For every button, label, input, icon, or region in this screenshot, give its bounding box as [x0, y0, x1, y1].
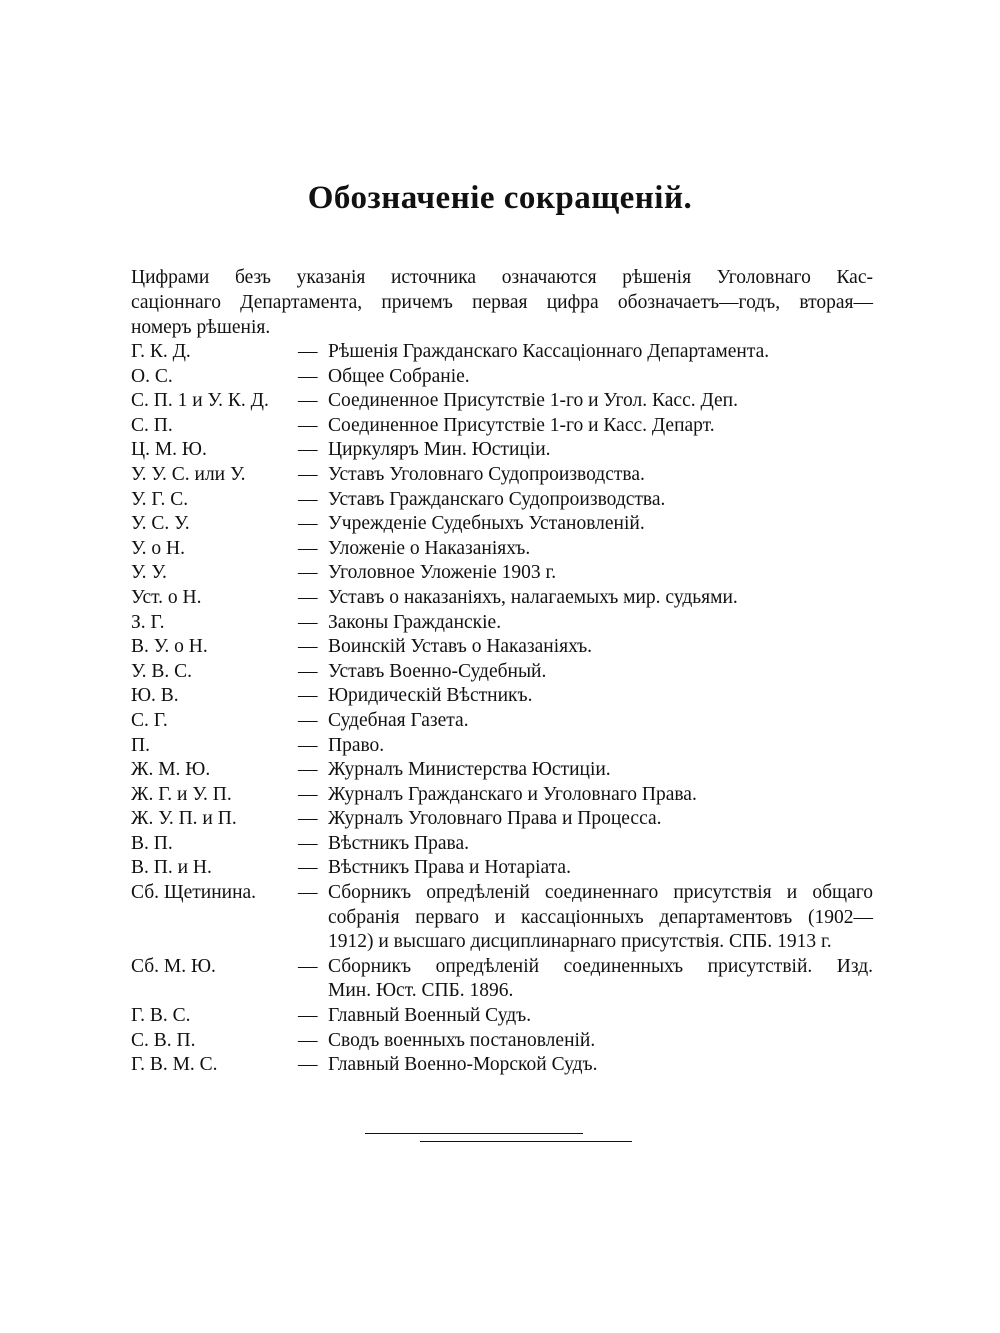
- abbreviation-term: Ж. У. П. и П.: [131, 808, 237, 830]
- abbreviation-term: У. Г. С.: [131, 488, 189, 510]
- abbreviation-dash: —: [298, 857, 318, 879]
- abbreviation-meaning: [328, 586, 873, 611]
- abbreviation-meaning: [328, 807, 873, 832]
- meaning-line: Соединенное Присутствіе 1-го и Угол. Касс. Деп.: [328, 390, 738, 412]
- abbreviation-row: [131, 586, 873, 611]
- abbreviation-term: У. о Н.: [131, 537, 185, 559]
- meaning-line: Главный Военный Судъ.: [328, 1005, 532, 1027]
- abbreviation-meaning: [328, 660, 873, 685]
- abbreviation-term: В. П. и Н.: [131, 857, 212, 879]
- abbreviation-dash: —: [298, 1029, 318, 1051]
- abbreviation-row: [131, 414, 873, 439]
- abbreviation-term: Ц. М. Ю.: [131, 439, 207, 461]
- abbreviation-row: [131, 537, 873, 562]
- abbreviation-term: Г. В. М. С.: [131, 1054, 218, 1076]
- abbreviation-dash: —: [298, 513, 318, 535]
- meaning-line: Циркуляръ Мин. Юстиціи.: [328, 439, 551, 461]
- abbreviation-dash: —: [298, 390, 318, 412]
- abbreviation-row: [131, 758, 873, 783]
- meaning-line: 1912) и высшаго дисциплинарнаго присутствія. СПБ. 1913 г.: [328, 931, 832, 953]
- abbreviation-dash: —: [298, 685, 318, 707]
- abbreviation-meaning: [328, 734, 873, 759]
- abbreviation-dash: —: [298, 439, 318, 461]
- abbreviation-row: [131, 389, 873, 414]
- abbreviation-term: З. Г.: [131, 611, 165, 633]
- abbreviation-meaning: [328, 955, 873, 1004]
- abbreviation-term: С. П. 1 и У. К. Д.: [131, 390, 269, 412]
- abbreviation-meaning: [328, 684, 873, 709]
- abbreviation-dash: —: [298, 463, 318, 485]
- abbreviation-dash: —: [298, 759, 318, 781]
- abbreviation-term: С. П.: [131, 414, 173, 436]
- abbreviation-meaning: [328, 1029, 873, 1054]
- meaning-line: Уставъ Уголовнаго Судопроизводства.: [328, 463, 645, 485]
- meaning-line: Сборникъ опредѣленій соединенныхъ присутствій. Изд.: [328, 955, 873, 977]
- abbreviation-row: [131, 783, 873, 808]
- abbreviation-meaning: [328, 512, 873, 537]
- abbreviation-dash: —: [298, 734, 318, 756]
- abbreviation-term: Ж. М. Ю.: [131, 759, 211, 781]
- abbreviation-dash: —: [298, 611, 318, 633]
- abbreviation-term: Г. В. С.: [131, 1005, 191, 1027]
- meaning-line: Мин. Юст. СПБ. 1896.: [328, 980, 514, 1002]
- abbreviation-term: У. С. У.: [131, 513, 190, 535]
- abbreviation-dash: —: [298, 660, 318, 682]
- abbreviation-dash: —: [298, 709, 318, 731]
- abbreviation-dash: —: [298, 832, 318, 854]
- meaning-line: Журналъ Министерства Юстиціи.: [328, 759, 611, 781]
- meaning-line: Вѣстникъ Права и Нотаріата.: [328, 857, 571, 879]
- abbreviation-row: [131, 709, 873, 734]
- abbreviation-meaning: [328, 783, 873, 808]
- closing-rule-upper: [365, 1133, 583, 1134]
- abbreviation-term: Сб. М. Ю.: [131, 955, 216, 977]
- abbreviation-row: [131, 660, 873, 685]
- meaning-line: Сводъ военныхъ постановленій.: [328, 1029, 596, 1051]
- abbreviation-row: [131, 365, 873, 390]
- abbreviation-row: [131, 881, 873, 955]
- abbreviation-dash: —: [298, 488, 318, 510]
- meaning-line: Уставъ о наказаніяхъ, налагаемыхъ мир. судьями.: [328, 586, 738, 608]
- abbreviation-row: [131, 611, 873, 636]
- abbreviation-row: [131, 463, 873, 488]
- meaning-line: Право.: [328, 734, 385, 756]
- abbreviation-row: [131, 1029, 873, 1054]
- abbreviation-dash: —: [298, 586, 318, 608]
- meaning-line: Уложеніе о Наказаніяхъ.: [328, 537, 531, 559]
- abbreviation-row: [131, 1053, 873, 1078]
- meaning-line: собранія перваго и кассаціонныхъ департаментовъ (1902—: [328, 906, 873, 928]
- page-title: Обозначеніе сокращеній.: [307, 180, 693, 216]
- intro-paragraph: [131, 265, 873, 340]
- meaning-line: Вѣстникъ Права.: [328, 832, 470, 854]
- meaning-line: Законы Гражданскіе.: [328, 611, 502, 633]
- abbreviation-dash: —: [298, 955, 318, 977]
- abbreviation-term: Ж. Г. и У. П.: [131, 783, 232, 805]
- meaning-line: Учрежденіе Судебныхъ Установленій.: [328, 513, 645, 535]
- abbreviation-row: [131, 807, 873, 832]
- abbreviation-term: Сб. Щетинина.: [131, 882, 257, 904]
- abbreviation-dash: —: [298, 882, 318, 904]
- abbreviation-meaning: [328, 389, 873, 414]
- abbreviation-row: [131, 734, 873, 759]
- abbreviation-meaning: [328, 537, 873, 562]
- intro-line: саціоннаго Департамента, причемъ первая цифра обозначаетъ—годъ, вторая—: [131, 292, 873, 313]
- abbreviation-row: [131, 1004, 873, 1029]
- intro-line: Цифрами безъ указанія источника означаются рѣшенія Уголовнаго Кас-: [131, 267, 873, 288]
- abbreviation-term: У. В. С.: [131, 660, 193, 682]
- abbreviation-meaning: [328, 365, 873, 390]
- meaning-line: Главный Военно-Морской Судъ.: [328, 1054, 598, 1076]
- abbreviation-meaning: [328, 561, 873, 586]
- meaning-line: Уставъ Гражданскаго Судопроизводства.: [328, 488, 666, 510]
- abbreviation-meaning: [328, 340, 873, 365]
- abbreviation-term: П.: [131, 734, 150, 756]
- abbreviation-term: В. П.: [131, 832, 173, 854]
- abbreviation-meaning: [328, 488, 873, 513]
- abbreviation-dash: —: [298, 537, 318, 559]
- abbreviation-row: [131, 856, 873, 881]
- abbreviation-term: О. С.: [131, 365, 173, 387]
- abbreviation-term: Уст. о Н.: [131, 586, 202, 608]
- abbreviation-term: С. В. П.: [131, 1029, 196, 1051]
- abbreviation-row: [131, 340, 873, 365]
- abbreviation-term: У. У.: [131, 562, 167, 584]
- abbreviation-term: В. У. о Н.: [131, 636, 208, 658]
- abbreviation-meaning: [328, 1053, 873, 1078]
- closing-rule-lower: [420, 1141, 632, 1142]
- meaning-line: Судебная Газета.: [328, 709, 469, 731]
- meaning-line: Рѣшенія Гражданскаго Кассаціоннаго Департамента.: [328, 341, 770, 362]
- abbreviation-dash: —: [298, 1005, 318, 1027]
- abbreviation-term: С. Г.: [131, 709, 168, 731]
- abbreviation-dash: —: [298, 365, 318, 387]
- meaning-line: Уголовное Уложеніе 1903 г.: [328, 562, 557, 584]
- abbreviation-dash: —: [298, 808, 318, 830]
- meaning-line: Юридическій Вѣстникъ.: [328, 685, 533, 707]
- abbreviation-term: Ю. В.: [131, 685, 179, 707]
- abbreviation-row: [131, 438, 873, 463]
- abbreviation-dash: —: [298, 341, 318, 362]
- meaning-line: Сборникъ опредѣленій соединеннаго присутствія и общаго: [328, 882, 873, 904]
- abbreviation-meaning: [328, 611, 873, 636]
- abbreviation-list: [131, 340, 873, 1078]
- abbreviation-dash: —: [298, 1054, 318, 1076]
- abbreviation-meaning: [328, 635, 873, 660]
- meaning-line: Соединенное Присутствіе 1-го и Касс. Департ.: [328, 414, 715, 436]
- abbreviation-meaning: [328, 438, 873, 463]
- abbreviation-dash: —: [298, 414, 318, 436]
- abbreviation-meaning: [328, 856, 873, 881]
- abbreviation-meaning: [328, 1004, 873, 1029]
- abbreviation-row: [131, 512, 873, 537]
- abbreviation-meaning: [328, 463, 873, 488]
- abbreviation-meaning: [328, 832, 873, 857]
- abbreviation-row: [131, 488, 873, 513]
- abbreviation-row: [131, 684, 873, 709]
- abbreviation-term: У. У. С. или У.: [131, 463, 246, 485]
- meaning-line: Уставъ Военно-Судебный.: [328, 660, 547, 682]
- abbreviation-dash: —: [298, 562, 318, 584]
- abbreviation-row: [131, 635, 873, 660]
- abbreviation-term: Г. К. Д.: [131, 341, 191, 362]
- abbreviation-meaning: [328, 758, 873, 783]
- abbreviation-row: [131, 561, 873, 586]
- meaning-line: Воинскій Уставъ о Наказаніяхъ.: [328, 636, 593, 658]
- abbreviation-row: [131, 832, 873, 857]
- intro-line: номеръ рѣшенія.: [131, 317, 271, 338]
- meaning-line: Журналъ Гражданскаго и Уголовнаго Права.: [328, 783, 697, 805]
- abbreviation-meaning: [328, 709, 873, 734]
- meaning-line: Журналъ Уголовнаго Права и Процесса.: [328, 808, 662, 830]
- meaning-line: Общее Собраніе.: [328, 365, 470, 387]
- abbreviation-dash: —: [298, 636, 318, 658]
- abbreviation-meaning: [328, 881, 873, 955]
- abbreviation-dash: —: [298, 783, 318, 805]
- abbreviation-meaning: [328, 414, 873, 439]
- abbreviation-row: [131, 955, 873, 1004]
